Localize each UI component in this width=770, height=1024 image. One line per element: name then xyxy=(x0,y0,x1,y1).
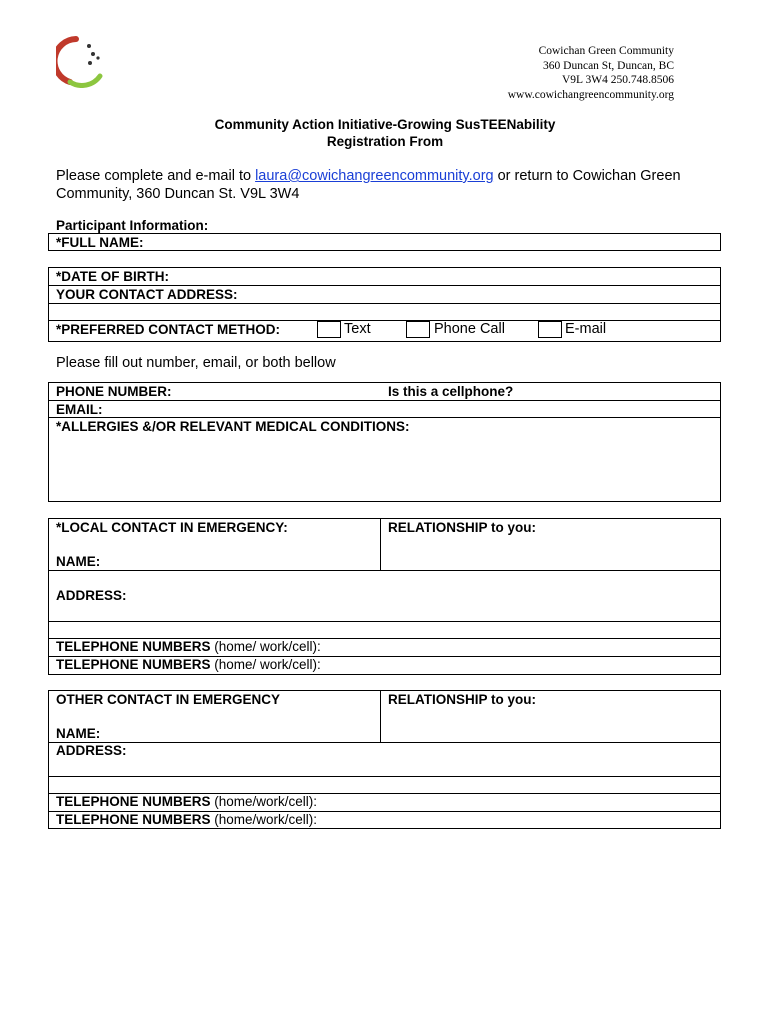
email-checkbox[interactable] xyxy=(538,321,562,338)
telephone-numbers-label xyxy=(56,639,321,654)
row-divider xyxy=(48,303,721,304)
row-divider xyxy=(48,621,721,622)
phone-call-option-label: Phone Call xyxy=(434,321,505,337)
row-divider xyxy=(48,400,721,401)
text-checkbox[interactable] xyxy=(317,321,341,338)
email-link[interactable]: laura@cowichangreencommunity.org xyxy=(255,168,494,184)
org-postal-phone: V9L 3W4 250.748.8506 xyxy=(561,74,674,86)
row-divider xyxy=(48,320,721,321)
email-label: EMAIL: xyxy=(56,402,103,417)
participant-header: Participant Information: xyxy=(56,218,209,233)
full-name-field[interactable] xyxy=(48,233,721,251)
cellphone-question: Is this a cellphone? xyxy=(388,384,514,399)
org-name: Cowichan Green Community xyxy=(538,45,674,57)
row-divider xyxy=(48,570,721,571)
telephone-numbers-label xyxy=(56,657,321,672)
org-address-block xyxy=(508,44,674,102)
row-divider xyxy=(48,776,721,777)
email-option-label: E-mail xyxy=(565,321,607,337)
org-street: 360 Duncan St, Duncan, BC xyxy=(543,59,674,72)
emergency-name-label: NAME: xyxy=(56,554,101,569)
phone-number-label: PHONE NUMBER: xyxy=(56,384,172,399)
telephone-numbers-label xyxy=(56,812,317,827)
relationship-label: RELATIONSHIP to you: xyxy=(388,520,536,535)
full-name-label: *FULL NAME: xyxy=(56,235,144,250)
fill-note: Please fill out number, email, or both bellow xyxy=(56,355,336,371)
telephone-label-bold: TELEPHONE NUMBERS xyxy=(56,812,215,827)
form-title: Community Action Initiative-Growing SusTEENability xyxy=(214,117,556,132)
telephone-label-detail: (home/ work/cell): xyxy=(214,657,321,672)
intro-prefix: Please complete and e-mail to xyxy=(56,168,256,184)
row-divider xyxy=(48,285,721,286)
telephone-numbers-label xyxy=(56,794,317,809)
emergency-name-label: NAME: xyxy=(56,726,101,741)
telephone-label-bold: TELEPHONE NUMBERS xyxy=(56,794,215,809)
text-option-label: Text xyxy=(344,321,371,337)
other-emergency-heading: OTHER CONTACT IN EMERGENCY xyxy=(56,692,281,707)
org-website: www.cowichangreencommunity.org xyxy=(507,88,674,101)
emergency-address-label: ADDRESS: xyxy=(56,743,127,758)
emergency-address-label: ADDRESS: xyxy=(56,588,127,603)
intro-text xyxy=(56,167,696,203)
telephone-label-bold: TELEPHONE NUMBERS xyxy=(56,657,215,672)
intro-suffix: or return to Cowichan Green Community, 360 Duncan St. V9L 3W4 xyxy=(56,168,681,202)
column-divider xyxy=(380,518,381,570)
column-divider xyxy=(380,690,381,742)
relationship-label: RELATIONSHIP to you: xyxy=(388,692,536,707)
allergies-label: *ALLERGIES &/OR RELEVANT MEDICAL CONDITIONS: xyxy=(56,419,410,434)
row-divider xyxy=(48,417,721,418)
cowichan-green-community-logo xyxy=(56,36,106,88)
dob-label: *DATE OF BIRTH: xyxy=(56,269,169,284)
form-subtitle: Registration From xyxy=(326,134,444,149)
telephone-label-detail: (home/ work/cell): xyxy=(214,639,321,654)
contact-address-label: YOUR CONTACT ADDRESS: xyxy=(56,287,238,302)
local-emergency-heading: *LOCAL CONTACT IN EMERGENCY: xyxy=(56,520,288,535)
preferred-contact-label: *PREFERRED CONTACT METHOD: xyxy=(56,322,280,337)
row-divider xyxy=(48,742,721,743)
telephone-label-bold: TELEPHONE NUMBERS xyxy=(56,639,215,654)
telephone-label-detail: (home/work/cell): xyxy=(214,812,318,827)
telephone-label-detail: (home/work/cell): xyxy=(214,794,318,809)
phone-call-checkbox[interactable] xyxy=(406,321,430,338)
